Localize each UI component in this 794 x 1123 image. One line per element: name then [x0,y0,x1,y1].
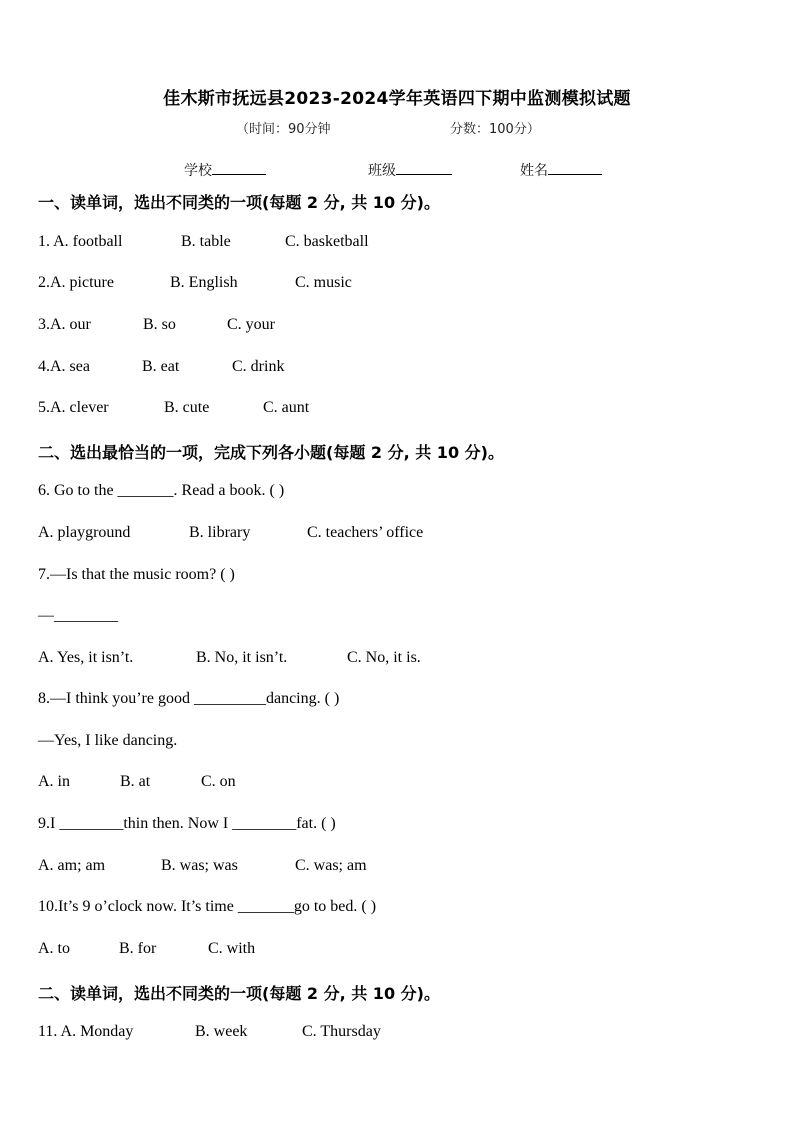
question-10-options [38,940,255,958]
question-7-stem: 7.—Is that the music room? ( ) [38,566,235,583]
q10-option-b: B. for [119,940,157,957]
q9-option-b: B. was; was [161,857,238,874]
q9-option-a: A. am; am [38,857,106,874]
name-field [520,160,602,180]
question-6-options [38,524,423,542]
school-field [184,160,266,180]
exam-time: （时间：90分钟 [236,122,331,137]
question-8-stem: 8.—I think you’re good _________dancing. ( ) [38,690,340,707]
question-9-stem: 9.I ________thin then. Now I ________fat. ( ) [38,815,336,832]
question-11 [38,1023,381,1041]
question-7-options [38,649,421,667]
q9-option-c: C. was; am [295,857,367,874]
question-8-reply: —Yes, I like dancing. [38,732,178,749]
exam-score: 分数：100分） [450,122,540,137]
name-blank [548,160,602,175]
q6-option-a: A. playground [38,524,131,541]
q11-option-b: B. week [195,1023,248,1040]
class-label: 班级 [368,163,396,179]
q4-option-a: 4.A. sea [38,358,90,375]
q3-option-b: B. so [143,316,176,333]
question-8-options [38,773,236,791]
q7-option-b: B. No, it isn’t. [196,649,288,666]
q2-option-c: C. music [295,274,352,291]
q3-option-c: C. your [227,316,275,333]
question-9-options [38,857,367,875]
q4-option-c: C. drink [232,358,285,375]
q1-option-b: B. table [181,233,231,250]
q10-option-a: A. to [38,940,70,957]
q1-option-c: C. basketball [285,233,369,250]
q11-option-a: 11. A. Monday [38,1023,134,1040]
q8-option-b: B. at [120,773,151,790]
q2-option-a: 2.A. picture [38,274,114,291]
q1-option-a: 1. A. football [38,233,123,250]
question-3 [38,316,275,334]
name-label: 姓名 [520,163,548,179]
question-5 [38,399,309,417]
q6-option-c: C. teachers’ office [307,524,424,541]
q3-option-a: 3.A. our [38,316,91,333]
page-title: 佳木斯市抚远县2023-2024学年英语四下期中监测模拟试题 [163,89,631,109]
q5-option-b: B. cute [164,399,210,416]
q2-option-b: B. English [170,274,238,291]
question-2 [38,274,352,292]
question-6-stem: 6. Go to the _______. Read a book. ( ) [38,482,285,499]
q8-option-c: C. on [201,773,236,790]
section-2-heading: 二、选出最恰当的一项，完成下列各小题(每题 2 分, 共 10 分)。 [38,443,504,462]
question-1 [38,233,369,251]
school-blank [212,160,266,175]
q6-option-b: B. library [189,524,251,541]
section-3-heading: 二、读单词，选出不同类的一项(每题 2 分, 共 10 分)。 [38,984,440,1003]
question-10-stem: 10.It’s 9 o’clock now. It’s time _______go to bed. ( ) [38,898,377,915]
q8-option-a: A. in [38,773,70,790]
class-blank [396,160,452,175]
q11-option-c: C. Thursday [302,1023,381,1040]
class-field [368,160,452,180]
question-4 [38,358,284,376]
q7-option-a: A. Yes, it isn’t. [38,649,134,666]
q7-option-c: C. No, it is. [347,649,421,666]
q5-option-a: 5.A. clever [38,399,109,416]
question-7-reply: —________ [38,607,118,624]
section-1-heading: 一、读单词，选出不同类的一项(每题 2 分, 共 10 分)。 [38,193,440,212]
q10-option-c: C. with [208,940,256,957]
school-label: 学校 [184,163,212,179]
q4-option-b: B. eat [142,358,180,375]
q5-option-c: C. aunt [263,399,310,416]
